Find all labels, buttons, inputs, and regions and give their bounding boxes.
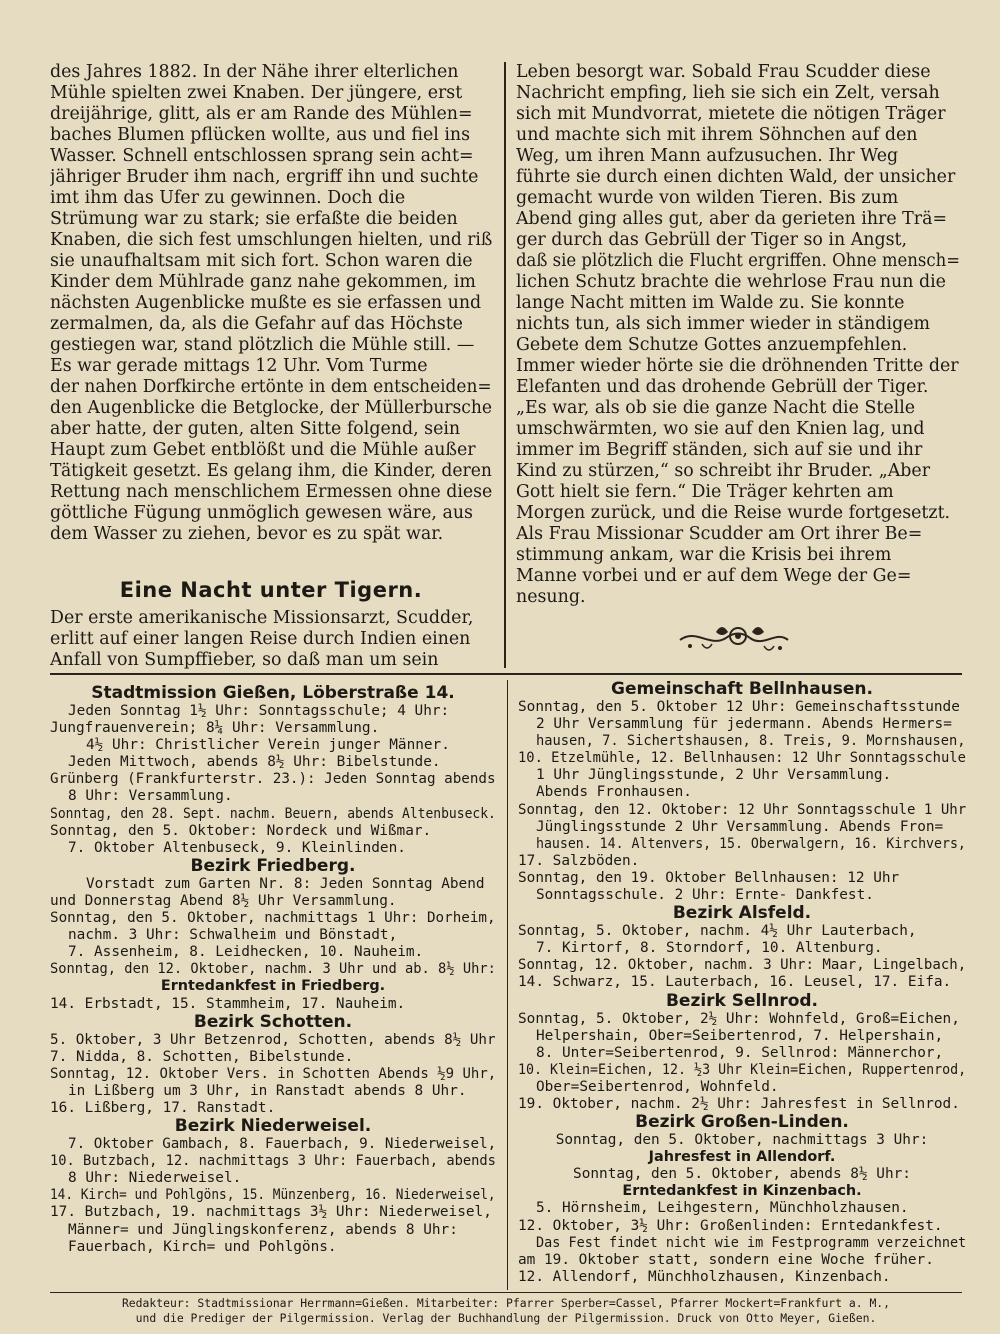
body-text-line: Anfall von Sumpffieber, so daß man um sein	[50, 650, 439, 670]
body-text-line: Kinder dem Mühlrade ganz nahe gekommen, im	[50, 272, 476, 292]
schedule-line: am 19. Oktober statt, sondern eine Woche früher.	[518, 1251, 934, 1268]
schedule-line: Sonntag, den 5. Oktober 12 Uhr: Gemeinschaftsstunde	[518, 699, 960, 715]
body-text-line: Elefanten und das drohende Gebrüll der Tiger.	[516, 377, 929, 397]
schedule-line: 1 Uhr Jünglingsstunde, 2 Uhr Versammlung.	[536, 767, 892, 784]
schedule-line: 16. Lißberg, 17. Ranstadt.	[50, 1099, 276, 1116]
schedule-line: 10. Etzelmühle, 12. Bellnhausen: 12 Uhr Sonntagsschule	[518, 750, 966, 767]
schedule-line: Männer= und Jünglingskonferenz, abends 8 Uhr:	[68, 1221, 458, 1238]
schedule-line: 5. Hörnsheim, Leihgestern, Münchholzhausen.	[536, 1200, 909, 1217]
body-text-line: umschwärmten, wo sie auf den Knien lag, und	[516, 419, 925, 439]
body-text-line: des Jahres 1882. In der Nähe ihrer elterlichen	[50, 62, 459, 82]
event-highlight: Erntedankfest in Kinzenbach.	[622, 1183, 862, 1200]
district-heading: Bezirk Sellnrod.	[665, 990, 819, 1011]
body-text-line: jähriger Bruder ihm nach, ergriff ihn und suchte	[50, 167, 479, 187]
district-heading: Bezirk Friedberg.	[190, 855, 356, 876]
schedule-line: Fauerbach, Kirch= und Pohlgöns.	[68, 1238, 337, 1255]
district-heading: Stadtmission Gießen, Löberstraße 14.	[91, 683, 455, 703]
imprint-footer	[50, 1296, 962, 1326]
schedule-line: 4½ Uhr: Christlicher Verein junger Männer.	[86, 737, 450, 754]
body-text-line: Als Frau Missionar Scudder am Ort ihrer Be=	[516, 524, 923, 544]
mission-schedule-left	[50, 684, 496, 1256]
body-text-line: Mühle spielten zwei Knaben. Der jüngere, erst	[50, 83, 463, 103]
schedule-line: 19. Oktober, nachm. 2½ Uhr: Jahresfest in Sellnrod.	[518, 1095, 960, 1112]
article-intro-column	[50, 608, 492, 671]
body-text-line: gestiegen war, stand plötzlich die Mühle still. —	[50, 335, 475, 355]
body-text-line: Kind zu stürzen,“ so schreibt ihr Bruder. „Aber	[516, 461, 931, 481]
schedule-line: Sonntag, 5. Oktober, nachm. 4½ Uhr Lauterbach,	[518, 923, 917, 940]
schedule-line: 7. Kirtorf, 8. Storndorf, 10. Altenburg.	[536, 940, 883, 957]
district-heading: Bezirk Großen-Linden.	[635, 1112, 849, 1133]
schedule-line: hausen. 14. Altenvers, 15. Oberwalgern, 16. Kirchvers,	[536, 835, 966, 852]
column-divider	[504, 62, 506, 668]
body-text-line: erlitt auf einer langen Reise durch Indien einen	[50, 629, 471, 649]
schedule-line: und Donnerstag Abend 8½ Uhr Versammlung.	[50, 892, 397, 909]
schedule-line: Sonntag, den 5. Oktober, abends 8½ Uhr:	[573, 1166, 911, 1183]
district-heading: Bezirk Schotten.	[193, 1011, 353, 1032]
body-text-line: den Augenblicke die Betglocke, der Müllerbursche	[50, 398, 492, 418]
schedule-line: hausen, 7. Sichertshausen, 8. Treis, 9. Mornshausen,	[536, 733, 966, 750]
schedule-line: Das Fest findet nicht wie im Festprogramm verzeichnet	[536, 1234, 966, 1251]
schedule-line: 17. Salzböden.	[518, 852, 640, 869]
schedule-line: 8. Unter=Seibertenrod, 9. Sellnrod: Männerchor,	[536, 1044, 944, 1061]
schedule-line: 5. Oktober, 3 Uhr Betzenrod, Schotten, abends 8½ Uhr	[50, 1031, 496, 1048]
body-text-line: Gott hielt sie fern.“ Die Träger kehrten am	[516, 482, 894, 502]
body-text-line: „Es war, als ob sie die ganze Nacht die Stelle	[516, 398, 916, 418]
mission-schedule-right	[518, 680, 966, 1286]
schedule-line: 8 Uhr: Versammlung.	[68, 788, 233, 805]
body-text-line: dreijährige, glitt, als er am Rande des Mühlen=	[50, 104, 473, 124]
body-text-line: zermalmen, da, als die Gefahr auf das Höchste	[50, 314, 463, 334]
imprint-line: und die Prediger der Pilgermission. Verlag der Buchhandlung der Pilgermission. Druck von Otto Meyer, Gießen.	[135, 1311, 877, 1325]
body-text-line: nichts tun, als sich immer wieder in ständigem	[516, 314, 930, 334]
body-text-line: göttliche Fügung unmöglich gewesen wäre, aus	[50, 503, 473, 523]
schedule-line: 12. Allendorf, Münchholzhausen, Kinzenbach.	[518, 1268, 891, 1285]
section-rule	[50, 673, 962, 675]
body-text-line: gemacht wurde von wilden Tieren. Bis zum	[516, 188, 899, 208]
schedule-line: Jünglingsstunde 2 Uhr Versammlung. Abends Fron=	[536, 818, 944, 835]
body-text-line: lichen Schutz brachte die wehrlose Frau nun die	[516, 272, 946, 292]
body-text-line: Leben besorgt war. Sobald Frau Scudder diese	[516, 62, 931, 82]
schedule-line: Jeden Mittwoch, abends 8½ Uhr: Bibelstunde.	[68, 754, 441, 771]
schedule-line: Sonntagsschule. 2 Uhr: Ernte- Dankfest.	[536, 887, 874, 904]
schedule-line: 12. Oktober, 3½ Uhr: Großenlinden: Erntedankfest.	[518, 1217, 943, 1234]
story-mill-column	[50, 62, 492, 545]
schedule-line: 14. Kirch= und Pohlgöns, 15. Münzenberg, 16. Niederweisel,	[50, 1187, 496, 1204]
schedule-line: Grünberg (Frankfurterstr. 23.): Jeden Sonntag abends	[50, 771, 496, 788]
schedule-line: 10. Klein=Eichen, 12. ½3 Uhr Klein=Eichen, Ruppertenrod,	[518, 1061, 966, 1078]
event-highlight: Erntedankfest in Friedberg.	[160, 978, 386, 995]
body-text-line: dem Wasser zu ziehen, bevor es zu spät war.	[50, 524, 444, 544]
body-text-line: Morgen zurück, und die Reise wurde fortgesetzt.	[516, 503, 951, 523]
schedule-line: 7. Oktober Altenbuseck, 9. Kleinlinden.	[68, 839, 406, 856]
body-text-line: stimmung ankam, war die Krisis bei ihrem	[516, 545, 892, 565]
body-text-line: führte sie durch einen dichten Wald, der unsicher	[516, 167, 956, 187]
body-text-line: Weg, um ihren Mann aufzusuchen. Ihr Weg	[516, 146, 899, 166]
body-text-line: Tätigkeit gesetzt. Es gelang ihm, die Kinder, deren	[50, 461, 492, 481]
schedule-line: nachm. 3 Uhr: Schwalheim und Bönstadt,	[68, 927, 398, 944]
schedule-line: 7. Oktober Gambach, 8. Fauerbach, 9. Niederweisel,	[68, 1136, 496, 1153]
body-text-line: sie unaufhaltsam mit sich fort. Schon waren die	[50, 251, 473, 271]
body-text-line: imt ihm das Ufer zu gewinnen. Doch die	[50, 188, 406, 208]
schedule-line: Sonntag, den 5. Oktober, nachmittags 3 Uhr:	[555, 1132, 929, 1149]
event-highlight: Jahresfest in Allendorf.	[648, 1149, 836, 1166]
body-text-line: Strümung war zu stark; sie erfaßte die beiden	[50, 209, 458, 229]
schedule-line: 7. Assenheim, 8. Leidhecken, 10. Nauheim.	[68, 944, 424, 961]
body-text-line: ger durch das Gebrüll der Tiger so in Angst,	[516, 230, 908, 250]
schedule-line: Vorstadt zum Garten Nr. 8: Jeden Sonntag Abend	[86, 875, 485, 892]
body-text-line: aber hatte, der guten, alten Sitte folgend, sein	[50, 419, 461, 439]
body-text-line: nächsten Augenblicke mußte es sie erfassen und	[50, 293, 482, 313]
body-text-line: sich mit Mundvorrat, mietete die nötigen Träger	[516, 104, 946, 124]
body-text-line: immer im Begriff ständen, sich auf sie und ihr	[516, 440, 923, 460]
body-text-line: lange Nacht mitten im Walde zu. Sie konnte	[516, 293, 905, 313]
schedule-line: 7. Nidda, 8. Schotten, Bibelstunde.	[50, 1048, 354, 1065]
body-text-line: der nahen Dorfkirche ertönte in dem entscheiden=	[50, 377, 492, 397]
imprint-line: Redakteur: Stadtmissionar Herrmann=Gießen. Mitarbeiter: Pfarrer Sperber=Cassel, Pfarrer Mockert=Frankfurt a. M.,	[121, 1296, 891, 1310]
schedule-line: Jungfrauenverein; 8¼ Uhr: Versammlung.	[50, 720, 380, 737]
body-text-line: Nachricht empfing, lieh sie sich ein Zelt, versah	[516, 83, 940, 103]
schedule-line: 10. Butzbach, 12. nachmittags 3 Uhr: Fauerbach, abends	[50, 1153, 496, 1170]
schedule-line: Sonntag, den 5. Oktober, nachmittags 1 Uhr: Dorheim,	[50, 910, 496, 927]
schedule-line: 8 Uhr: Niederweisel.	[68, 1170, 242, 1187]
body-text-line: Der erste amerikanische Missionsarzt, Scudder,	[50, 608, 474, 628]
schedule-line: 14. Schwarz, 15. Lauterbach, 16. Leusel, 17. Eifa.	[518, 974, 952, 991]
body-text-line: Wasser. Schnell entschlossen sprang sein acht=	[50, 146, 474, 166]
body-text-line: Knaben, die sich fest umschlungen hielten, und riß	[50, 230, 492, 250]
district-heading: Bezirk Alsfeld.	[672, 903, 812, 924]
schedule-line: Sonntag, 5. Oktober, 2½ Uhr: Wohnfeld, Groß=Eichen,	[518, 1010, 960, 1027]
column-divider	[507, 680, 508, 1290]
floral-ornament-icon	[676, 618, 792, 656]
body-text-line: baches Blumen pflücken wollte, aus und fiel ins	[50, 125, 471, 145]
schedule-line: 17. Butzbach, 19. nachmittags 3½ Uhr: Niederweisel,	[50, 1204, 492, 1221]
article-continuation-column	[516, 62, 960, 608]
district-heading: Bezirk Niederweisel.	[174, 1116, 372, 1137]
body-text-line: Manne vorbei und er auf dem Wege der Ge=	[516, 566, 912, 586]
schedule-line: Sonntag, den 5. Oktober: Nordeck und Wißmar.	[50, 822, 432, 839]
schedule-line: Jeden Sonntag 1½ Uhr: Sonntagsschule; 4 Uhr:	[68, 703, 450, 719]
body-text-line: nesung.	[516, 587, 586, 607]
schedule-line: Sonntag, den 12. Oktober: 12 Uhr Sonntagsschule 1 Uhr	[518, 801, 966, 818]
schedule-line: 2 Uhr Versammlung für jedermann. Abends Hermers=	[536, 716, 952, 733]
body-text-line: Abend ging alles gut, aber da gerieten ihre Trä=	[516, 209, 948, 229]
schedule-line: Helpershain, Ober=Seibertenrod, 7. Helpershain,	[536, 1027, 944, 1044]
schedule-line: Sonntag, den 19. Oktober Bellnhausen: 12 Uhr	[518, 869, 900, 886]
schedule-line: Ober=Seibertenrod, Wohnfeld.	[536, 1078, 779, 1095]
schedule-line: in Lißberg um 3 Uhr, in Ranstadt abends 8 Uhr.	[68, 1082, 467, 1099]
footer-rule	[50, 1292, 962, 1293]
body-text-line: Gebete dem Schutze Gottes anzuempfehlen.	[516, 335, 908, 355]
schedule-line: Sonntag, den 12. Oktober, nachm. 3 Uhr und ab. 8½ Uhr:	[50, 961, 496, 978]
schedule-line: Abends Fronhausen.	[536, 784, 692, 801]
schedule-line: 14. Erbstadt, 15. Stammheim, 17. Nauheim.	[50, 995, 406, 1012]
district-heading: Gemeinschaft Bellnhausen.	[611, 679, 873, 699]
article-title: Eine Nacht unter Tigern.	[119, 578, 423, 602]
body-text-line: Es war gerade mittags 12 Uhr. Vom Turme	[50, 356, 428, 376]
body-text-line: und machte sich mit ihrem Söhnchen auf den	[516, 125, 918, 145]
schedule-line: Sonntag, 12. Oktober, nachm. 3 Uhr: Maar, Lingelbach,	[518, 957, 966, 974]
body-text-line: Immer wieder hörte sie die dröhnenden Tritte der	[516, 356, 959, 376]
body-text-line: Rettung nach menschlichem Ermessen ohne diese	[50, 482, 492, 502]
body-text-line: Haupt zum Gebet entblößt und die Mühle außer	[50, 440, 476, 460]
schedule-line: Sonntag, 12. Oktober Vers. in Schotten Abends ½9 Uhr,	[50, 1065, 496, 1082]
schedule-line: Sonntag, den 28. Sept. nachm. Beuern, abends Altenbuseck.	[50, 805, 496, 822]
body-text-line: daß sie plötzlich die Flucht ergriffen. Ohne mensch=	[516, 251, 960, 271]
